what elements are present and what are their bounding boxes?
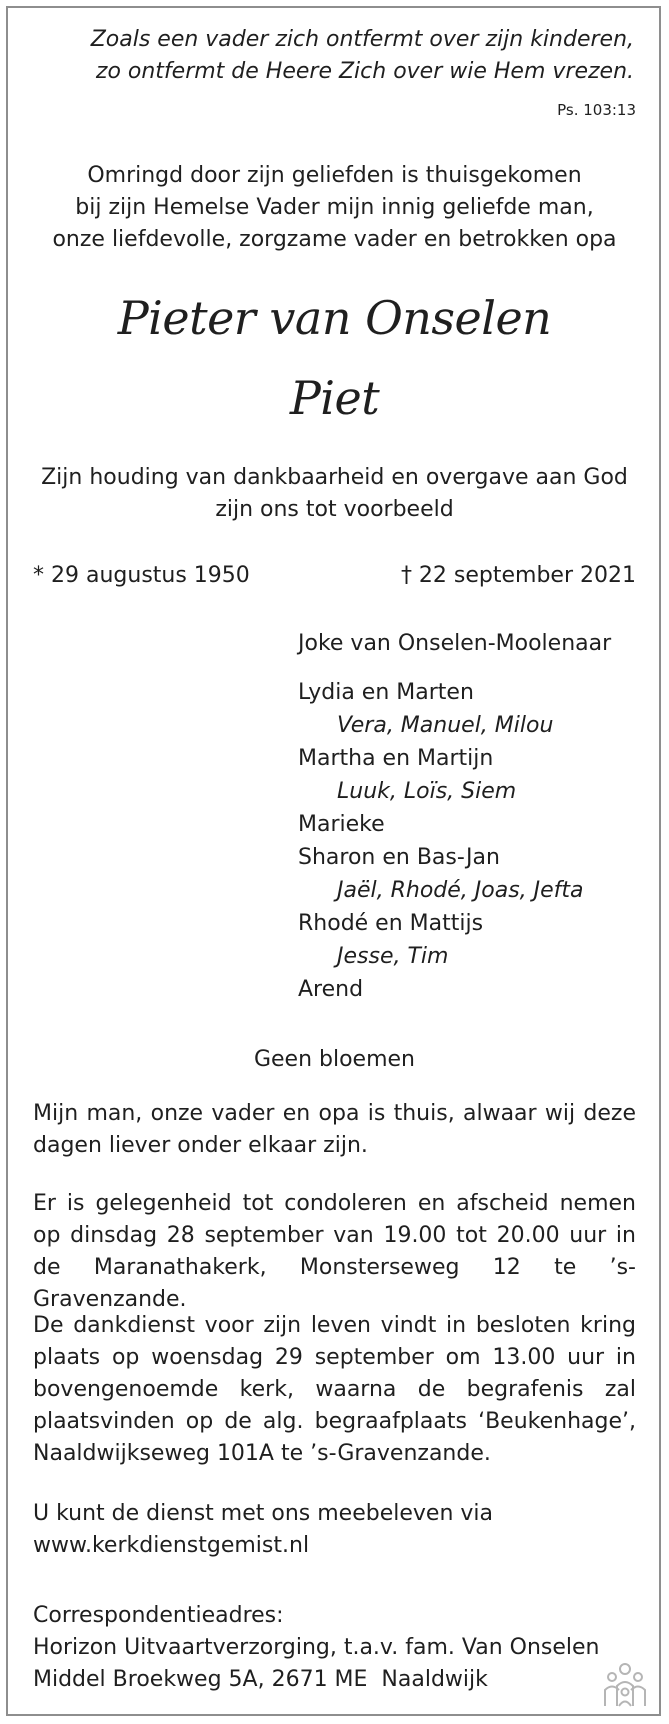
bible-verse xyxy=(40,24,634,88)
family-member: Rhodé en Mattijs xyxy=(298,911,484,936)
no-flowers-notice: Geen bloemen xyxy=(253,1047,416,1072)
service-paragraph: De dankdienst voor zijn leven vindt in besloten kring plaats op woensdag 29 september om 13.00 uur in bovengenoemde kerk, waarna de begrafenis zal plaatsvinden op de alg. begraafplaats ‘Beukenhage’, Naaldwijkseweg 101A te ’s-Gravenzande. xyxy=(33,1313,636,1466)
family-member: Lydia en Marten xyxy=(298,680,474,705)
intro-line-3: onze liefdevolle, zorgzame vader en betrokken opa xyxy=(52,227,617,252)
deceased-full-name: Pieter van Onselen xyxy=(117,291,552,345)
intro-line-1: Omringd door zijn geliefden is thuisgekomen xyxy=(87,163,582,188)
birth-date: * 29 augustus 1950 xyxy=(33,563,250,588)
death-date: † 22 september 2021 xyxy=(400,563,636,588)
home-paragraph: Mijn man, onze vader en opa is thuis, alwaar wij deze dagen liever onder elkaar zijn. xyxy=(33,1101,636,1158)
intro-text xyxy=(20,160,649,256)
deceased-nickname: Piet xyxy=(289,371,380,425)
tribute-line-1: Zijn houding van dankbaarheid en overgave aan God xyxy=(41,465,628,490)
family-member: Arend xyxy=(298,977,364,1002)
correspondence-label: Correspondentieadres: xyxy=(33,1603,284,1628)
grandchildren: Luuk, Loïs, Siem xyxy=(337,779,517,804)
correspondence-block xyxy=(33,1600,636,1696)
tribute-text xyxy=(20,462,649,526)
verse-reference: Ps. 103:13 xyxy=(557,101,636,119)
family-member: Marieke xyxy=(298,812,385,837)
livestream-line: U kunt de dienst met ons meebeleven via xyxy=(33,1501,493,1526)
livestream-text xyxy=(33,1498,636,1562)
correspondence-line-1: Horizon Uitvaartverzorging, t.a.v. fam. Van Onselen xyxy=(33,1635,600,1660)
grandchildren: Jesse, Tim xyxy=(337,944,449,969)
grandchildren: Vera, Manuel, Milou xyxy=(337,713,554,738)
verse-line-1: Zoals een vader zich ontfermt over zijn kinderen, xyxy=(90,27,634,52)
verse-line-2: zo ontfermt de Heere Zich over wie Hem vrezen. xyxy=(95,59,634,84)
condolences-paragraph: Er is gelegenheid tot condoleren en afscheid nemen op dinsdag 28 september van 19.00 tot 20.00 uur in de Maranathakerk, Monsterseweg 12 te ’s-Gravenzande. xyxy=(33,1191,636,1312)
intro-line-2: bij zijn Hemelse Vader mijn innig geliefde man, xyxy=(75,195,594,220)
family-member: Martha en Martijn xyxy=(298,746,494,771)
grandchildren: Jaël, Rhodé, Joas, Jefta xyxy=(337,878,584,903)
livestream-url: www.kerkdienstgemist.nl xyxy=(33,1533,310,1558)
correspondence-line-2: Middel Broekweg 5A, 2671 ME Naaldwijk xyxy=(33,1667,488,1692)
family-list xyxy=(298,627,638,1006)
spouse: Joke van Onselen-Moolenaar xyxy=(298,631,612,656)
family-logo-icon xyxy=(600,1660,650,1710)
family-member: Sharon en Bas-Jan xyxy=(298,845,500,870)
tribute-line-2: zijn ons tot voorbeeld xyxy=(215,497,454,522)
